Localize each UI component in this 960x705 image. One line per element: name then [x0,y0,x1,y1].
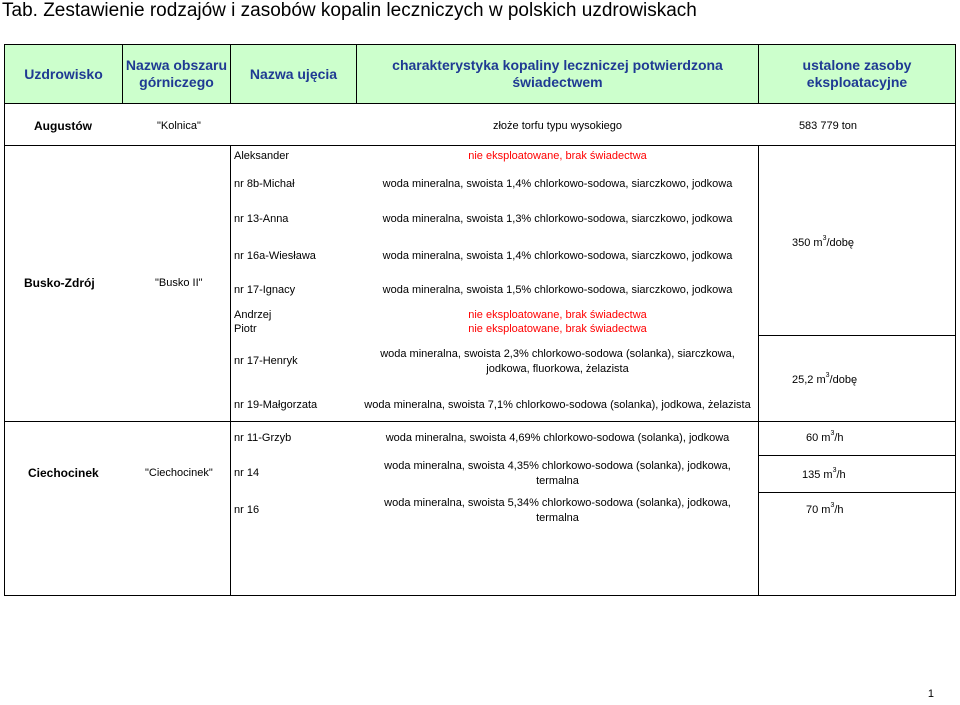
busko-char-piotr: nie eksploatowane, brak świadectwa [468,323,647,335]
document-title: Tab. Zestawienie rodzajów i zasobów kopalin leczniczych w polskich uzdrowiskach [2,0,697,21]
augustow-charakterystyka: złoże torfu typu wysokiego [492,120,622,132]
header-uzdrowisko-label: Uzdrowisko [24,65,103,82]
busko-char-wieslawa: woda mineralna, swoista 1,4% chlorkowo-sodowa, siarczkowo, jodkowa [382,250,733,262]
header-zasoby [758,44,956,104]
busko-zasoby-b [792,374,857,387]
ciechocinek-zasoby-nr14-sup: 3 [832,467,837,474]
busko-ujecie-ignacy: nr 17-Ignacy [234,284,296,296]
ciechocinek-char-nr14-line2: termalna [536,475,579,487]
busko-zasoby-a [792,237,854,250]
busko-ujecie-henryk: nr 17-Henryk [234,355,298,367]
augustow-obszar: "Kolnica" [157,120,201,132]
zasoby-divider-ciechocinek-2 [758,492,956,493]
table-border-right [955,104,956,596]
ciechocinek-zasoby-nr14-num: 135 m [802,469,833,481]
header-ujecie [230,44,357,104]
table-border-left [4,104,5,596]
busko-char-henryk-line2: jodkowa, fluorkowa, żelazista [486,363,629,375]
ciechocinek-ujecie-nr14: nr 14 [234,467,260,479]
busko-zasoby-b-unit: /dobę [829,374,858,386]
busko-zasoby-a-num: 350 m [792,237,823,249]
header-obszar [122,44,231,104]
busko-char-henryk-line1: woda mineralna, swoista 2,3% chlorkowo-sodowa (solanka), siarczkowa, [380,348,735,360]
ciechocinek-zasoby-nr14-unit: /h [836,469,846,481]
ciechocinek-zasoby-nr14 [802,469,846,482]
busko-ujecie-wieslawa: nr 16a-Wiesława [234,250,316,262]
ciechocinek-zasoby-nr16 [806,504,844,517]
header-obszar-line1: Nazwa obszaru [125,57,228,73]
ciechocinek-char-nr16-line1: woda mineralna, swoista 5,34% chlorkowo-sodowa (solanka), jodkowa, [384,497,731,509]
busko-ujecie-aleksander: Aleksander [234,150,290,162]
busko-char-ignacy: woda mineralna, swoista 1,5% chlorkowo-sodowa, siarczkowo, jodkowa [382,284,733,296]
page-number: 1 [927,688,934,700]
busko-char-michal: woda mineralna, swoista 1,4% chlorkowo-sodowa, siarczkowo, jodkowa [382,178,733,190]
ciechocinek-zasoby-grzyb-unit: /h [834,432,844,444]
zasoby-divider-busko [758,335,956,336]
ciechocinek-char-nr16-line2: termalna [536,512,579,524]
busko-ujecie-andrzej: Andrzej [234,309,272,321]
row-divider-busko [4,421,956,422]
busko-uzdrowisko: Busko-Zdrój [24,276,95,290]
ciechocinek-char-nr14-line1: woda mineralna, swoista 4,35% chlorkowo-sodowa (solanka), jodkowa, [384,460,731,472]
busko-ujecie-anna: nr 13-Anna [234,213,289,225]
header-zasoby-line1: ustalone zasoby [802,57,912,73]
augustow-uzdrowisko: Augustów [34,119,92,133]
col-divider-obszar [230,145,231,596]
busko-ujecie-malgorzata: nr 19-Małgorzata [234,399,318,411]
augustow-zasoby: 583 779 ton [798,120,858,132]
ciechocinek-zasoby-grzyb [806,432,844,445]
row-divider-augustow [4,145,956,146]
busko-zasoby-b-sup: 3 [825,372,830,379]
busko-ujecie-michal: nr 8b-Michał [234,178,295,190]
busko-zasoby-a-sup: 3 [822,235,827,242]
busko-char-andrzej: nie eksploatowane, brak świadectwa [468,309,647,321]
ciechocinek-ujecie-nr16: nr 16 [234,504,260,516]
busko-char-malgorzata: woda mineralna, swoista 7,1% chlorkowo-sodowa (solanka), jodkowa, żelazista [364,399,751,411]
zasoby-divider-ciechocinek-1 [758,455,956,456]
table-border-bottom [4,595,956,596]
busko-char-anna: woda mineralna, swoista 1,3% chlorkowo-sodowa, siarczkowo, jodkowa [382,213,733,225]
busko-ujecie-piotr: Piotr [234,323,257,335]
ciechocinek-zasoby-nr16-unit: /h [834,504,844,516]
header-obszar-line2: górniczego [139,74,214,90]
busko-char-aleksander: nie eksploatowane, brak świadectwa [468,150,647,162]
header-charakterystyka [356,44,759,104]
ciechocinek-uzdrowisko: Ciechocinek [28,466,99,480]
ciechocinek-zasoby-grzyb-sup: 3 [830,430,835,437]
header-char-line1: charakterystyka kopaliny leczniczej potwierdzona [392,57,723,73]
header-zasoby-line2: eksploatacyjne [806,74,908,90]
busko-obszar: "Busko II" [155,277,203,289]
header-ujecie-label: Nazwa ujęcia [249,65,338,82]
ciechocinek-obszar: "Ciechocinek" [145,467,213,479]
header-uzdrowisko [4,44,123,104]
ciechocinek-ujecie-grzyb: nr 11-Grzyb [234,432,292,444]
ciechocinek-zasoby-nr16-sup: 3 [830,502,835,509]
ciechocinek-zasoby-nr16-num: 70 m [806,504,831,516]
busko-zasoby-b-num: 25,2 m [792,374,826,386]
header-char-line2: świadectwem [512,74,603,90]
ciechocinek-char-grzyb: woda mineralna, swoista 4,69% chlorkowo-sodowa (solanka), jodkowa [385,432,730,444]
ciechocinek-zasoby-grzyb-num: 60 m [806,432,831,444]
busko-zasoby-a-unit: /dobę [826,237,855,249]
